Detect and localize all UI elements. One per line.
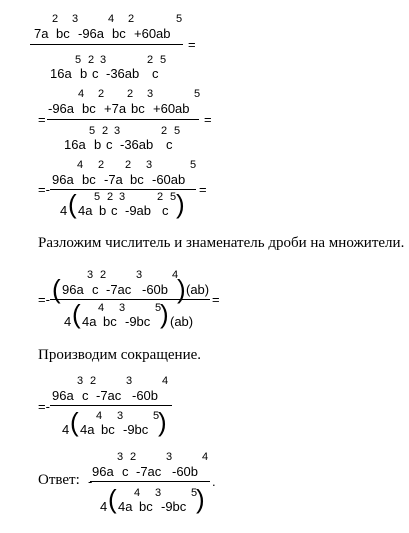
answer-label: Ответ: <box>38 472 80 488</box>
fraction-bar <box>50 405 172 406</box>
fraction-bar <box>47 119 199 120</box>
prefix-sign: = <box>38 112 46 127</box>
prefix-sign: =- <box>38 292 50 307</box>
prefix-sign: - <box>88 474 93 489</box>
explanation-reduce: Производим сокращение. <box>38 347 202 363</box>
prefix-sign: =- <box>38 399 50 414</box>
answer-period: . <box>212 474 216 489</box>
prefix-sign: =- <box>38 182 50 197</box>
fraction-bar <box>90 481 210 482</box>
equals-sign: = <box>188 37 196 52</box>
fraction-bar <box>30 44 183 45</box>
equals-sign: = <box>204 112 212 127</box>
explanation-factor: Разложим числитель и знаменатель дроби на множители. <box>38 235 405 251</box>
equals-sign: = <box>212 292 220 307</box>
equals-sign: = <box>199 182 207 197</box>
